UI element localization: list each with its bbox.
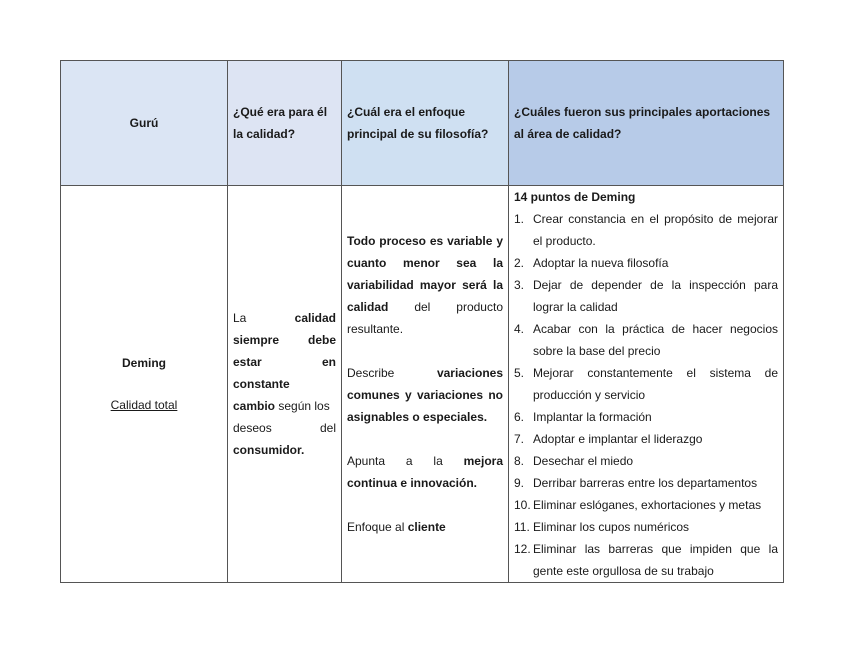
point-text: Adoptar e implantar el liderazgo [533,432,703,446]
list-item [514,318,778,362]
focus-paragraph [347,230,503,340]
header-focus: ¿Cuál era el enfoque principal de su filosofía? [342,61,509,186]
points-title: 14 puntos de Deming [514,190,636,204]
point-number: 9. [514,476,525,490]
point-text: Desechar el miedo [533,454,634,468]
header-row [61,61,784,186]
list-item [514,472,778,494]
point-text: Eliminar eslóganes, exhortaciones y metas [533,498,762,512]
points-list [514,208,778,582]
list-item [514,406,778,428]
point-text: Crear constancia en el propósito de mejorar el producto. [533,212,778,248]
contributions-cell [509,186,784,583]
focus-text: del producto resultante. [347,300,503,336]
point-number: 12. [514,542,531,556]
quality-text: constante [233,377,290,391]
focus-bold: cliente [407,520,446,534]
list-item [514,274,778,318]
quality-text: calidad [294,311,336,325]
focus-bold: variaciones comunes y variaciones no asignables o especiales. [347,366,503,424]
header-contributions: ¿Cuáles fueron sus principales aportaciones al área de calidad? [509,61,784,186]
list-item [514,494,778,516]
focus-text: Apunta a la [347,454,464,468]
quality-text: siempre [233,333,280,347]
header-quality: ¿Qué era para él la calidad? [228,61,342,186]
guru-name: Deming [121,356,166,370]
list-item [514,362,778,406]
quality-text: en [321,355,336,369]
point-number: 10. [514,498,531,512]
point-number: 11. [514,520,530,534]
point-number: 5. [514,366,525,380]
list-item [514,538,778,582]
point-text: Dejar de depender de la inspección para lograr la calidad [533,278,778,314]
focus-text: Enfoque al [347,520,408,534]
point-number: 8. [514,454,525,468]
focus-paragraph [347,362,503,428]
point-text: Implantar la formación [533,410,652,424]
focus-bold: mejora continua e innovación. [347,454,503,490]
point-text: Mejorar constantemente el sistema de producción y servicio [533,366,778,402]
point-number: 7. [514,432,525,446]
point-number: 4. [514,322,525,336]
focus-bold: Todo proceso es variable y cuanto menor sea la variabilidad mayor será la calidad [347,234,503,314]
focus-paragraph [347,450,503,494]
list-item [514,208,778,252]
point-text: Eliminar las barreras que impiden que la gente este orgullosa de su trabajo [533,542,778,578]
list-item [514,516,778,538]
focus-text: Describe [347,366,437,380]
guru-table [60,60,784,583]
quality-text: cambio [233,399,276,413]
point-text: Eliminar los cupos numéricos [533,520,690,534]
list-item [514,428,778,450]
point-number: 6. [514,410,525,424]
quality-text: del [319,421,336,435]
point-text: Derribar barreras entre los departamentos [533,476,758,490]
quality-text: deseos [233,421,272,435]
header-guru: Gurú [61,61,228,186]
table-row [61,186,784,583]
quality-text: estar [233,355,262,369]
point-number: 1. [514,212,525,226]
guru-subtitle: Calidad total [110,398,178,412]
quality-text: debe [307,333,336,347]
quality-text: consumidor. [233,443,305,457]
focus-paragraph [347,516,503,538]
quality-cell [228,186,342,583]
point-number: 2. [514,256,525,270]
point-number: 3. [514,278,525,292]
quality-text: La [233,311,247,325]
list-item [514,450,778,472]
quality-text: según los [275,399,330,413]
guru-cell [61,186,228,583]
point-text: Acabar con la práctica de hacer negocios sobre la base del precio [533,322,778,358]
point-text: Adoptar la nueva filosofía [533,256,669,270]
focus-cell [342,186,509,583]
list-item [514,252,778,274]
